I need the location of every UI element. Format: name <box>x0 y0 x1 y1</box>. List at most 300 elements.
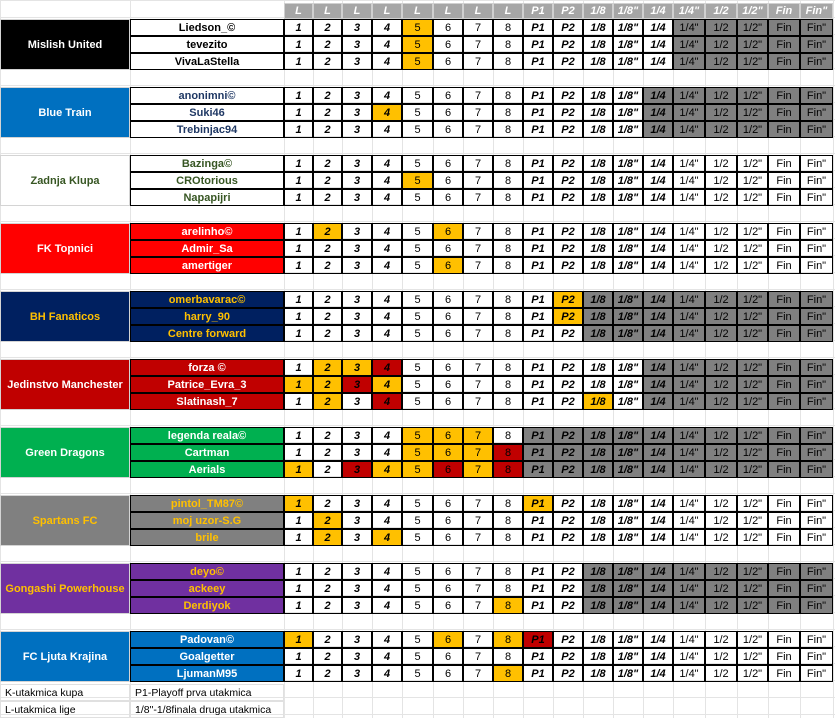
round-cell: 3 <box>342 121 372 138</box>
column-header: L <box>313 3 342 19</box>
round-cell: 6 <box>433 240 463 257</box>
round-cell: Fin <box>768 665 800 682</box>
round-cell: 1/8 <box>583 53 613 70</box>
round-cell: Fin <box>768 308 800 325</box>
round-cell: 3 <box>342 291 372 308</box>
round-cell: P2 <box>553 155 583 172</box>
round-cell: 1/2 <box>705 189 737 206</box>
round-cell: 8 <box>493 87 523 104</box>
round-cell: 1/4 <box>643 104 673 121</box>
round-cell: 2 <box>313 563 342 580</box>
round-cell: 2 <box>313 121 342 138</box>
player-name: Aerials <box>130 461 284 478</box>
round-cell: Fin" <box>800 19 833 36</box>
round-cell: 1/8 <box>583 563 613 580</box>
round-cell: 6 <box>433 19 463 36</box>
round-cell: P1 <box>523 444 553 461</box>
round-cell: 1/2" <box>737 665 768 682</box>
team-name: Blue Train <box>0 87 130 138</box>
round-cell: Fin <box>768 121 800 138</box>
column-header: L <box>342 3 372 19</box>
round-cell: 5 <box>402 393 433 410</box>
round-cell: 3 <box>342 359 372 376</box>
round-cell: 1/2 <box>705 512 737 529</box>
round-cell: 8 <box>493 512 523 529</box>
round-cell: 8 <box>493 665 523 682</box>
round-cell: 4 <box>372 648 402 665</box>
round-cell: 8 <box>493 308 523 325</box>
round-cell: 5 <box>402 223 433 240</box>
round-cell: 1/4" <box>673 631 705 648</box>
round-cell: Fin <box>768 19 800 36</box>
round-cell: 1/2 <box>705 563 737 580</box>
round-cell: 1 <box>284 121 313 138</box>
round-cell: 4 <box>372 291 402 308</box>
player-name: legenda reala© <box>130 427 284 444</box>
round-cell: 3 <box>342 172 372 189</box>
round-cell: 1/4" <box>673 393 705 410</box>
column-header: 1/2" <box>737 3 768 19</box>
round-cell: 4 <box>372 104 402 121</box>
round-cell: 2 <box>313 529 342 546</box>
round-cell: 2 <box>313 359 342 376</box>
round-cell: 1/2" <box>737 223 768 240</box>
round-cell: P1 <box>523 597 553 614</box>
round-cell: Fin" <box>800 393 833 410</box>
round-cell: 1/4" <box>673 427 705 444</box>
round-cell: 3 <box>342 529 372 546</box>
round-cell: 1/4 <box>643 495 673 512</box>
round-cell: 1/2" <box>737 597 768 614</box>
column-header: Fin" <box>800 3 833 19</box>
round-cell: P1 <box>523 19 553 36</box>
round-cell: P1 <box>523 631 553 648</box>
round-cell: 1/8 <box>583 461 613 478</box>
round-cell: P1 <box>523 87 553 104</box>
round-cell: 1/4" <box>673 359 705 376</box>
round-cell: 3 <box>342 87 372 104</box>
player-name: ackeey <box>130 580 284 597</box>
round-cell: 1 <box>284 665 313 682</box>
round-cell: P2 <box>553 240 583 257</box>
round-cell: 1/4 <box>643 291 673 308</box>
round-cell: 1/2 <box>705 325 737 342</box>
round-cell: P1 <box>523 155 553 172</box>
round-cell: 1/4 <box>643 529 673 546</box>
round-cell: 1/8" <box>613 53 643 70</box>
round-cell: 2 <box>313 291 342 308</box>
round-cell: 1 <box>284 444 313 461</box>
round-cell: 1/2 <box>705 155 737 172</box>
round-cell: 6 <box>433 665 463 682</box>
round-cell: 1/2 <box>705 257 737 274</box>
column-header: L <box>463 3 493 19</box>
round-cell: 6 <box>433 648 463 665</box>
player-name: brile <box>130 529 284 546</box>
round-cell: 5 <box>402 597 433 614</box>
round-cell: Fin" <box>800 648 833 665</box>
round-cell: 1/4 <box>643 172 673 189</box>
round-cell: 1/8 <box>583 155 613 172</box>
round-cell: 1 <box>284 155 313 172</box>
round-cell: 1/4 <box>643 325 673 342</box>
round-cell: 7 <box>463 172 493 189</box>
round-cell: 1/2 <box>705 495 737 512</box>
round-cell: 8 <box>493 121 523 138</box>
round-cell: 4 <box>372 631 402 648</box>
column-header: L <box>433 3 463 19</box>
round-cell: 2 <box>313 461 342 478</box>
round-cell: P2 <box>553 376 583 393</box>
round-cell: 6 <box>433 597 463 614</box>
round-cell: Fin" <box>800 563 833 580</box>
round-cell: P2 <box>553 308 583 325</box>
round-cell: P2 <box>553 393 583 410</box>
round-cell: 6 <box>433 223 463 240</box>
round-cell: 7 <box>463 444 493 461</box>
round-cell: 7 <box>463 53 493 70</box>
round-cell: 1/2" <box>737 308 768 325</box>
column-header: 1/8 <box>583 3 613 19</box>
team-name: Mislish United <box>0 19 130 70</box>
round-cell: 4 <box>372 597 402 614</box>
team-name: Green Dragons <box>0 427 130 478</box>
round-cell: 1/2" <box>737 563 768 580</box>
round-cell: 1/2" <box>737 53 768 70</box>
round-cell: 2 <box>313 172 342 189</box>
round-cell: 2 <box>313 189 342 206</box>
round-cell: 1/8" <box>613 189 643 206</box>
round-cell: 1/4" <box>673 461 705 478</box>
round-cell: 1/4" <box>673 325 705 342</box>
round-cell: 4 <box>372 172 402 189</box>
round-cell: 1/8" <box>613 325 643 342</box>
round-cell: 5 <box>402 155 433 172</box>
round-cell: 1/2" <box>737 189 768 206</box>
round-cell: P2 <box>553 563 583 580</box>
round-cell: 7 <box>463 291 493 308</box>
round-cell: 8 <box>493 53 523 70</box>
round-cell: 1/8" <box>613 427 643 444</box>
round-cell: 4 <box>372 529 402 546</box>
round-cell: 5 <box>402 529 433 546</box>
round-cell: 1/2 <box>705 36 737 53</box>
round-cell: 1/8 <box>583 393 613 410</box>
round-cell: 1/4 <box>643 36 673 53</box>
round-cell: 1/8" <box>613 36 643 53</box>
round-cell: P1 <box>523 189 553 206</box>
round-cell: 1/4 <box>643 563 673 580</box>
round-cell: 1/8 <box>583 36 613 53</box>
round-cell: 1/4 <box>643 665 673 682</box>
round-cell: 1/8 <box>583 665 613 682</box>
gridline <box>0 357 835 358</box>
round-cell: 8 <box>493 240 523 257</box>
round-cell: 1/2" <box>737 393 768 410</box>
round-cell: P2 <box>553 495 583 512</box>
round-cell: 1/2 <box>705 580 737 597</box>
round-cell: 1/2 <box>705 172 737 189</box>
round-cell: 1/4" <box>673 563 705 580</box>
round-cell: 1/4 <box>643 53 673 70</box>
round-cell: 1/8" <box>613 393 643 410</box>
round-cell: 4 <box>372 376 402 393</box>
round-cell: 1/2" <box>737 580 768 597</box>
round-cell: 1/8" <box>613 648 643 665</box>
round-cell: 5 <box>402 444 433 461</box>
round-cell: 1/8 <box>583 257 613 274</box>
round-cell: 1/2 <box>705 240 737 257</box>
round-cell: 1 <box>284 325 313 342</box>
player-name: Derdiyok <box>130 597 284 614</box>
round-cell: 8 <box>493 291 523 308</box>
round-cell: P2 <box>553 104 583 121</box>
round-cell: 1/4" <box>673 172 705 189</box>
round-cell: 1/8" <box>613 104 643 121</box>
round-cell: Fin <box>768 393 800 410</box>
round-cell: 1/4" <box>673 512 705 529</box>
round-cell: Fin" <box>800 444 833 461</box>
round-cell: 8 <box>493 172 523 189</box>
round-cell: 1 <box>284 240 313 257</box>
round-cell: P1 <box>523 359 553 376</box>
round-cell: 6 <box>433 53 463 70</box>
player-name: moj uzor-S.G <box>130 512 284 529</box>
round-cell: 1/8" <box>613 308 643 325</box>
round-cell: 1/8" <box>613 444 643 461</box>
round-cell: 1/4" <box>673 240 705 257</box>
round-cell: 1/8 <box>583 189 613 206</box>
round-cell: 1/4" <box>673 121 705 138</box>
round-cell: 6 <box>433 325 463 342</box>
player-name: deyo© <box>130 563 284 580</box>
round-cell: Fin" <box>800 631 833 648</box>
round-cell: 8 <box>493 19 523 36</box>
round-cell: 4 <box>372 495 402 512</box>
round-cell: 2 <box>313 580 342 597</box>
round-cell: 1/8" <box>613 495 643 512</box>
round-cell: Fin <box>768 563 800 580</box>
player-name: tevezito <box>130 36 284 53</box>
round-cell: 4 <box>372 223 402 240</box>
round-cell: 3 <box>342 53 372 70</box>
round-cell: 1/4 <box>643 121 673 138</box>
round-cell: 1 <box>284 393 313 410</box>
player-name: Centre forward <box>130 325 284 342</box>
round-cell: Fin <box>768 189 800 206</box>
round-cell: 1/4" <box>673 87 705 104</box>
round-cell: 3 <box>342 597 372 614</box>
round-cell: 6 <box>433 427 463 444</box>
round-cell: Fin" <box>800 257 833 274</box>
round-cell: 6 <box>433 376 463 393</box>
round-cell: 3 <box>342 308 372 325</box>
round-cell: 1/8 <box>583 529 613 546</box>
round-cell: 6 <box>433 308 463 325</box>
gridline <box>0 153 835 154</box>
player-name: arelinho© <box>130 223 284 240</box>
round-cell: 6 <box>433 461 463 478</box>
round-cell: 8 <box>493 563 523 580</box>
round-cell: P2 <box>553 36 583 53</box>
round-cell: 4 <box>372 155 402 172</box>
gridline <box>0 425 835 426</box>
round-cell: 7 <box>463 512 493 529</box>
player-name: LjumanM95 <box>130 665 284 682</box>
round-cell: 4 <box>372 308 402 325</box>
round-cell: 1 <box>284 495 313 512</box>
round-cell: 4 <box>372 121 402 138</box>
round-cell: 1/2" <box>737 104 768 121</box>
round-cell: 7 <box>463 36 493 53</box>
round-cell: 8 <box>493 223 523 240</box>
round-cell: 6 <box>433 495 463 512</box>
round-cell: Fin" <box>800 189 833 206</box>
round-cell: 7 <box>463 665 493 682</box>
round-cell: 8 <box>493 376 523 393</box>
round-cell: 1/2" <box>737 461 768 478</box>
round-cell: 5 <box>402 19 433 36</box>
round-cell: 1/4 <box>643 19 673 36</box>
round-cell: 1/8 <box>583 495 613 512</box>
round-cell: Fin" <box>800 529 833 546</box>
legend-item: K-utakmica kupa <box>0 684 130 701</box>
round-cell: 4 <box>372 189 402 206</box>
round-cell: Fin" <box>800 172 833 189</box>
round-cell: 3 <box>342 444 372 461</box>
round-cell: 7 <box>463 580 493 597</box>
round-cell: Fin <box>768 495 800 512</box>
round-cell: P2 <box>553 359 583 376</box>
round-cell: 1/4 <box>643 512 673 529</box>
round-cell: 8 <box>493 325 523 342</box>
round-cell: 1/2" <box>737 512 768 529</box>
round-cell: 8 <box>493 597 523 614</box>
round-cell: P2 <box>553 427 583 444</box>
round-cell: 1 <box>284 597 313 614</box>
round-cell: 8 <box>493 189 523 206</box>
round-cell: Fin" <box>800 104 833 121</box>
round-cell: 1/8" <box>613 359 643 376</box>
round-cell: 1 <box>284 308 313 325</box>
round-cell: 1/8 <box>583 597 613 614</box>
round-cell: P1 <box>523 172 553 189</box>
round-cell: 1/4 <box>643 393 673 410</box>
team-name: Jedinstvo Manchester <box>0 359 130 410</box>
round-cell: 5 <box>402 325 433 342</box>
round-cell: 1/4" <box>673 257 705 274</box>
round-cell: 6 <box>433 257 463 274</box>
round-cell: 5 <box>402 376 433 393</box>
round-cell: 1 <box>284 512 313 529</box>
round-cell: 1/8 <box>583 87 613 104</box>
round-cell: 2 <box>313 308 342 325</box>
round-cell: 2 <box>313 597 342 614</box>
round-cell: 5 <box>402 87 433 104</box>
round-cell: P2 <box>553 648 583 665</box>
column-header: L <box>284 3 313 19</box>
round-cell: 1/8" <box>613 376 643 393</box>
round-cell: 6 <box>433 87 463 104</box>
player-name: CROtorious <box>130 172 284 189</box>
round-cell: 1/4 <box>643 427 673 444</box>
round-cell: 7 <box>463 376 493 393</box>
round-cell: 4 <box>372 19 402 36</box>
round-cell: 2 <box>313 427 342 444</box>
round-cell: Fin" <box>800 427 833 444</box>
round-cell: 1/2" <box>737 87 768 104</box>
round-cell: 1 <box>284 631 313 648</box>
round-cell: 3 <box>342 495 372 512</box>
round-cell: 1/8" <box>613 19 643 36</box>
round-cell: 1/4 <box>643 631 673 648</box>
round-cell: 1/4" <box>673 53 705 70</box>
round-cell: 2 <box>313 665 342 682</box>
round-cell: P2 <box>553 223 583 240</box>
round-cell: 3 <box>342 580 372 597</box>
round-cell: 1/8 <box>583 291 613 308</box>
round-cell: 3 <box>342 223 372 240</box>
round-cell: P1 <box>523 376 553 393</box>
round-cell: P1 <box>523 291 553 308</box>
round-cell: Fin" <box>800 308 833 325</box>
round-cell: 4 <box>372 36 402 53</box>
round-cell: 2 <box>313 648 342 665</box>
round-cell: 4 <box>372 393 402 410</box>
round-cell: Fin <box>768 461 800 478</box>
round-cell: 3 <box>342 36 372 53</box>
legend-item: 1/8"-1/8finala druga utakmica <box>130 701 284 718</box>
gridline <box>0 0 835 1</box>
round-cell: Fin" <box>800 87 833 104</box>
round-cell: 2 <box>313 631 342 648</box>
round-cell: P1 <box>523 121 553 138</box>
round-cell: 1/2 <box>705 665 737 682</box>
round-cell: 1/4" <box>673 155 705 172</box>
player-name: amertiger <box>130 257 284 274</box>
round-cell: P2 <box>553 512 583 529</box>
round-cell: P1 <box>523 580 553 597</box>
round-cell: 3 <box>342 240 372 257</box>
round-cell: 1/2 <box>705 308 737 325</box>
round-cell: Fin <box>768 376 800 393</box>
round-cell: 3 <box>342 648 372 665</box>
team-name: FC Ljuta Krajina <box>0 631 130 682</box>
round-cell: Fin <box>768 631 800 648</box>
round-cell: 1/4" <box>673 19 705 36</box>
round-cell: 4 <box>372 563 402 580</box>
round-cell: 1 <box>284 223 313 240</box>
round-cell: 1/4 <box>643 155 673 172</box>
round-cell: Fin" <box>800 325 833 342</box>
round-cell: 5 <box>402 580 433 597</box>
round-cell: 7 <box>463 648 493 665</box>
round-cell: 1 <box>284 36 313 53</box>
round-cell: 6 <box>433 121 463 138</box>
round-cell: 2 <box>313 393 342 410</box>
round-cell: 1/8 <box>583 444 613 461</box>
round-cell: 6 <box>433 529 463 546</box>
round-cell: 1/8 <box>583 427 613 444</box>
round-cell: 7 <box>463 223 493 240</box>
round-cell: 8 <box>493 427 523 444</box>
round-cell: 1 <box>284 461 313 478</box>
round-cell: 2 <box>313 495 342 512</box>
round-cell: 1/2 <box>705 376 737 393</box>
round-cell: 5 <box>402 104 433 121</box>
round-cell: 7 <box>463 189 493 206</box>
round-cell: 8 <box>493 580 523 597</box>
